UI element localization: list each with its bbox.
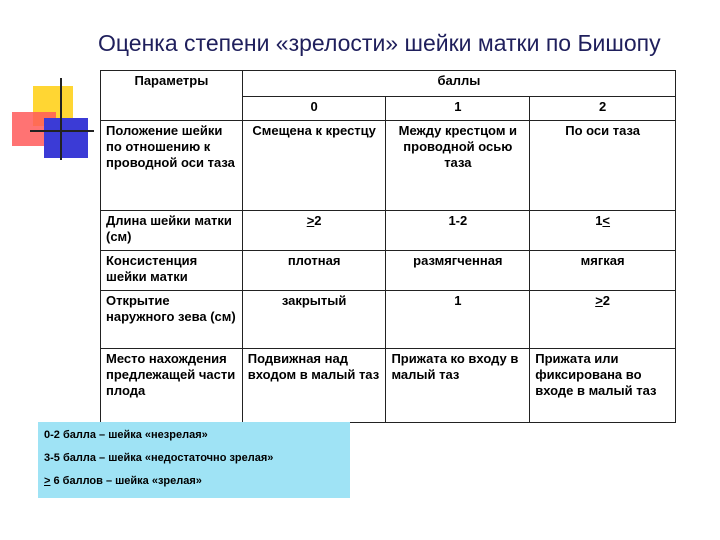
- row-value-1: размягченная: [386, 251, 530, 291]
- header-score-1: 1: [386, 97, 530, 121]
- gte-symbol: >: [595, 293, 603, 308]
- table-row: [101, 349, 676, 423]
- row-value-2: По оси таза: [530, 121, 676, 211]
- row-value-1: Между крестцом и проводной осью таза: [386, 121, 530, 211]
- row-param: Открытие наружного зева (см): [101, 291, 243, 349]
- row-value-2: Прижата или фиксирована во входе в малый таз: [530, 349, 676, 423]
- row-value-2: [530, 211, 676, 251]
- lte-symbol: <: [602, 213, 611, 228]
- legend-line-unripe: 0-2 балла – шейка «незрелая»: [44, 429, 208, 441]
- header-score-2: 2: [530, 97, 676, 121]
- row-value-0: плотная: [242, 251, 386, 291]
- value-number: 2: [314, 213, 322, 228]
- decor-blue-square: [44, 118, 88, 158]
- header-score: баллы: [242, 71, 675, 97]
- table-row: [101, 291, 676, 349]
- table-row: [101, 211, 676, 251]
- row-param: Место нахождения предлежащей части плода: [101, 349, 243, 423]
- bishop-score-table: [100, 70, 676, 423]
- legend-ripe-text: 6 баллов – шейка «зрелая»: [50, 475, 202, 487]
- score-legend-box: [38, 422, 350, 498]
- page-title: Оценка степени «зрелости» шейки матки по Бишопу: [98, 30, 661, 56]
- row-value-0: Подвижная над входом в малый таз: [242, 349, 386, 423]
- decor-horizontal-line: [30, 130, 94, 132]
- row-value-0: закрытый: [242, 291, 386, 349]
- row-value-2: [530, 291, 676, 349]
- gte-symbol: >: [44, 475, 51, 487]
- header-score-0: 0: [242, 97, 386, 121]
- row-value-1: 1-2: [386, 211, 530, 251]
- row-param: Положение шейки по отношению к проводной оси таза: [101, 121, 243, 211]
- legend-line-insufficiently-ripe: 3-5 балла – шейка «недостаточно зрелая»: [44, 452, 274, 464]
- row-value-0: Смещена к крестцу: [242, 121, 386, 211]
- row-value-0: [242, 211, 386, 251]
- row-value-1: 1: [386, 291, 530, 349]
- row-value-1: Прижата ко входу в малый таз: [386, 349, 530, 423]
- row-param: Длина шейки матки (см): [101, 211, 243, 251]
- gte-symbol: >: [306, 213, 315, 228]
- value-number: 2: [602, 293, 611, 308]
- legend-line-ripe: [44, 474, 344, 497]
- header-params: Параметры: [101, 71, 243, 121]
- row-value-2: мягкая: [530, 251, 676, 291]
- table-row: [101, 121, 676, 211]
- table-row: [101, 251, 676, 291]
- decor-vertical-line: [60, 78, 62, 160]
- value-number: 1: [595, 213, 603, 228]
- row-param: Консистенция шейки матки: [101, 251, 243, 291]
- table-header-row: [101, 71, 676, 97]
